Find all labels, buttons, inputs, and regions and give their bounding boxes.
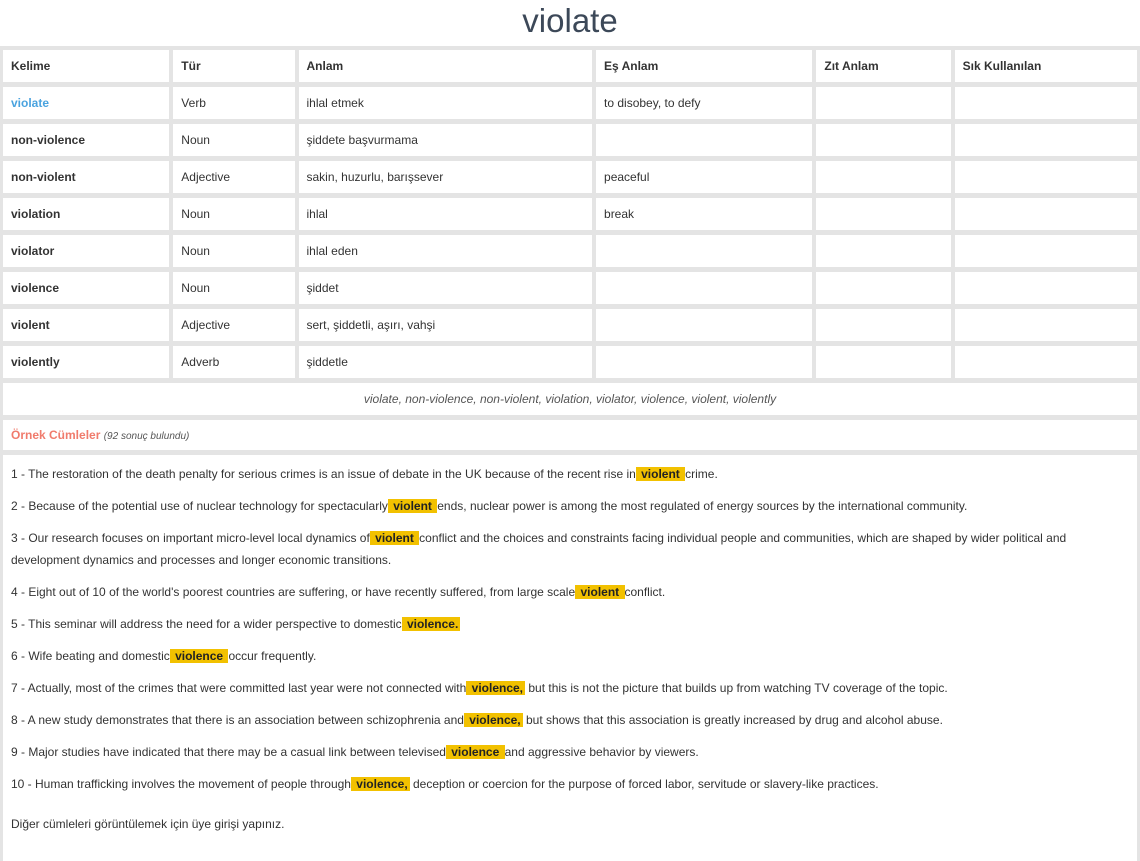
frequent-cell (955, 87, 1137, 119)
sentence-text-before: 9 - Major studies have indicated that there may be a casual link between televised (11, 745, 446, 759)
antonym-cell (816, 87, 950, 119)
dictionary-panel (0, 46, 1140, 861)
examples-header (3, 420, 1137, 450)
type-cell: Noun (173, 198, 294, 230)
sentence-text-before: 1 - The restoration of the death penalty for serious crimes is an issue of debate in the UK because of the recent rise in (11, 467, 636, 481)
highlighted-word: violent (389, 499, 436, 513)
antonym-cell (816, 161, 950, 193)
example-sentence (11, 495, 1129, 517)
sentence-text-before: 3 - Our research focuses on important micro-level local dynamics of (11, 531, 370, 545)
page-title: violate (522, 2, 618, 39)
sentence-text-before: 7 - Actually, most of the crimes that were committed last year were not connected with (11, 681, 467, 695)
sentence-text-before: 2 - Because of the potential use of nuclear technology for spectacularly (11, 499, 388, 513)
column-header-antonym: Zıt Anlam (816, 50, 950, 82)
column-header-type: Tür (173, 50, 294, 82)
example-sentence (11, 613, 1129, 635)
sentence-text-after: but shows that this association is greatly increased by drug and alcohol abuse. (522, 713, 943, 727)
word-cell[interactable]: non-violence (3, 124, 169, 156)
highlighted-word: violent (371, 531, 418, 545)
synonym-cell (596, 124, 812, 156)
antonym-cell (816, 124, 950, 156)
table-row (3, 346, 1137, 378)
column-header-synonym: Eş Anlam (596, 50, 812, 82)
example-sentence (11, 527, 1129, 571)
example-sentence (11, 773, 1129, 795)
examples-label: Örnek Cümleler (11, 428, 101, 442)
column-header-frequent: Sık Kullanılan (955, 50, 1137, 82)
meaning-cell: şiddet (299, 272, 593, 304)
word-cell[interactable]: non-violent (3, 161, 169, 193)
meaning-cell: ihlal eden (299, 235, 593, 267)
type-cell: Noun (173, 272, 294, 304)
sentence-text-before: 4 - Eight out of 10 of the world's poorest countries are suffering, or have recently suffered, from large scale (11, 585, 576, 599)
meaning-cell: sakin, huzurlu, barışsever (299, 161, 593, 193)
sentence-text-before: 10 - Human trafficking involves the movement of people through (11, 777, 351, 791)
example-sentence (11, 741, 1129, 763)
example-sentence (11, 581, 1129, 603)
table-row (3, 87, 1137, 119)
synonym-cell (596, 346, 812, 378)
example-sentence (11, 677, 1129, 699)
example-sentence (11, 709, 1129, 731)
highlighted-word: violence, (468, 681, 524, 695)
frequent-cell (955, 235, 1137, 267)
meaning-cell: sert, şiddetli, aşırı, vahşi (299, 309, 593, 341)
example-sentence (11, 645, 1129, 667)
word-family-summary: violate, non-violence, non-violent, violation, violator, violence, violent, violently (3, 383, 1137, 415)
word-cell[interactable]: violence (3, 272, 169, 304)
frequent-cell (955, 198, 1137, 230)
sentence-text-before: 8 - A new study demonstrates that there is an association between schizophrenia and (11, 713, 464, 727)
column-header-word: Kelime (3, 50, 169, 82)
antonym-cell (816, 198, 950, 230)
synonym-cell (596, 235, 812, 267)
sentence-text-before: 5 - This seminar will address the need for a wider perspective to domestic (11, 617, 402, 631)
highlighted-word: violence (171, 649, 227, 663)
type-cell: Adjective (173, 161, 294, 193)
type-cell: Adverb (173, 346, 294, 378)
meaning-cell: şiddete başvurmama (299, 124, 593, 156)
highlighted-word: violence, (352, 777, 408, 791)
synonym-cell: to disobey, to defy (596, 87, 812, 119)
sentence-text-after: conflict. (624, 585, 666, 599)
sentence-text-after: and aggressive behavior by viewers. (504, 745, 699, 759)
word-cell[interactable]: violently (3, 346, 169, 378)
meaning-cell: ihlal (299, 198, 593, 230)
frequent-cell (955, 309, 1137, 341)
type-cell: Adjective (173, 309, 294, 341)
sentence-text-before: 6 - Wife beating and domestic (11, 649, 170, 663)
highlighted-word: violence (447, 745, 503, 759)
synonym-cell: break (596, 198, 812, 230)
table-row (3, 272, 1137, 304)
frequent-cell (955, 346, 1137, 378)
frequent-cell (955, 124, 1137, 156)
example-sentences (3, 455, 1137, 861)
highlighted-word: violent (637, 467, 684, 481)
table-row (3, 124, 1137, 156)
antonym-cell (816, 235, 950, 267)
meaning-cell: şiddetle (299, 346, 593, 378)
sentence-text-after: deception or coercion for the purpose of forced labor, servitude or slavery-like practices. (409, 777, 879, 791)
highlighted-word: violent (577, 585, 623, 599)
example-sentence (11, 463, 1129, 485)
table-row (3, 235, 1137, 267)
column-header-meaning: Anlam (299, 50, 593, 82)
table-row (3, 161, 1137, 193)
sentence-text-after: crime. (685, 467, 718, 481)
sentence-text-after: ends, nuclear power is among the most regulated of energy sources by the international community. (437, 499, 968, 513)
word-cell[interactable]: violate (3, 87, 169, 119)
meaning-cell: ihlal etmek (299, 87, 593, 119)
synonym-cell (596, 272, 812, 304)
table-header-row (3, 50, 1137, 82)
frequent-cell (955, 161, 1137, 193)
word-cell[interactable]: violator (3, 235, 169, 267)
word-cell[interactable]: violent (3, 309, 169, 341)
examples-count: (92 sonuç bulundu) (103, 431, 190, 442)
synonym-cell (596, 309, 812, 341)
table-row (3, 309, 1137, 341)
antonym-cell (816, 272, 950, 304)
antonym-cell (816, 309, 950, 341)
highlighted-word: violence, (465, 713, 521, 727)
frequent-cell (955, 272, 1137, 304)
highlighted-word: violence. (403, 617, 459, 631)
antonym-cell (816, 346, 950, 378)
type-cell: Verb (173, 87, 294, 119)
sentence-text-after: occur frequently. (228, 649, 317, 663)
type-cell: Noun (173, 235, 294, 267)
word-table (0, 45, 1140, 383)
sentence-text-after: but this is not the picture that builds up from watching TV coverage of the topic. (525, 681, 948, 695)
word-cell[interactable]: violation (3, 198, 169, 230)
type-cell: Noun (173, 124, 294, 156)
synonym-cell: peaceful (596, 161, 812, 193)
sentence-text-after: conflict and the choices and constraints facing individual people and communities, which are shaped by wider political and development dynamics and processes and longer economic transitions. (11, 531, 1067, 567)
login-note: Diğer cümleleri görüntülemek için üye girişi yapınız. (11, 817, 285, 831)
table-row (3, 198, 1137, 230)
